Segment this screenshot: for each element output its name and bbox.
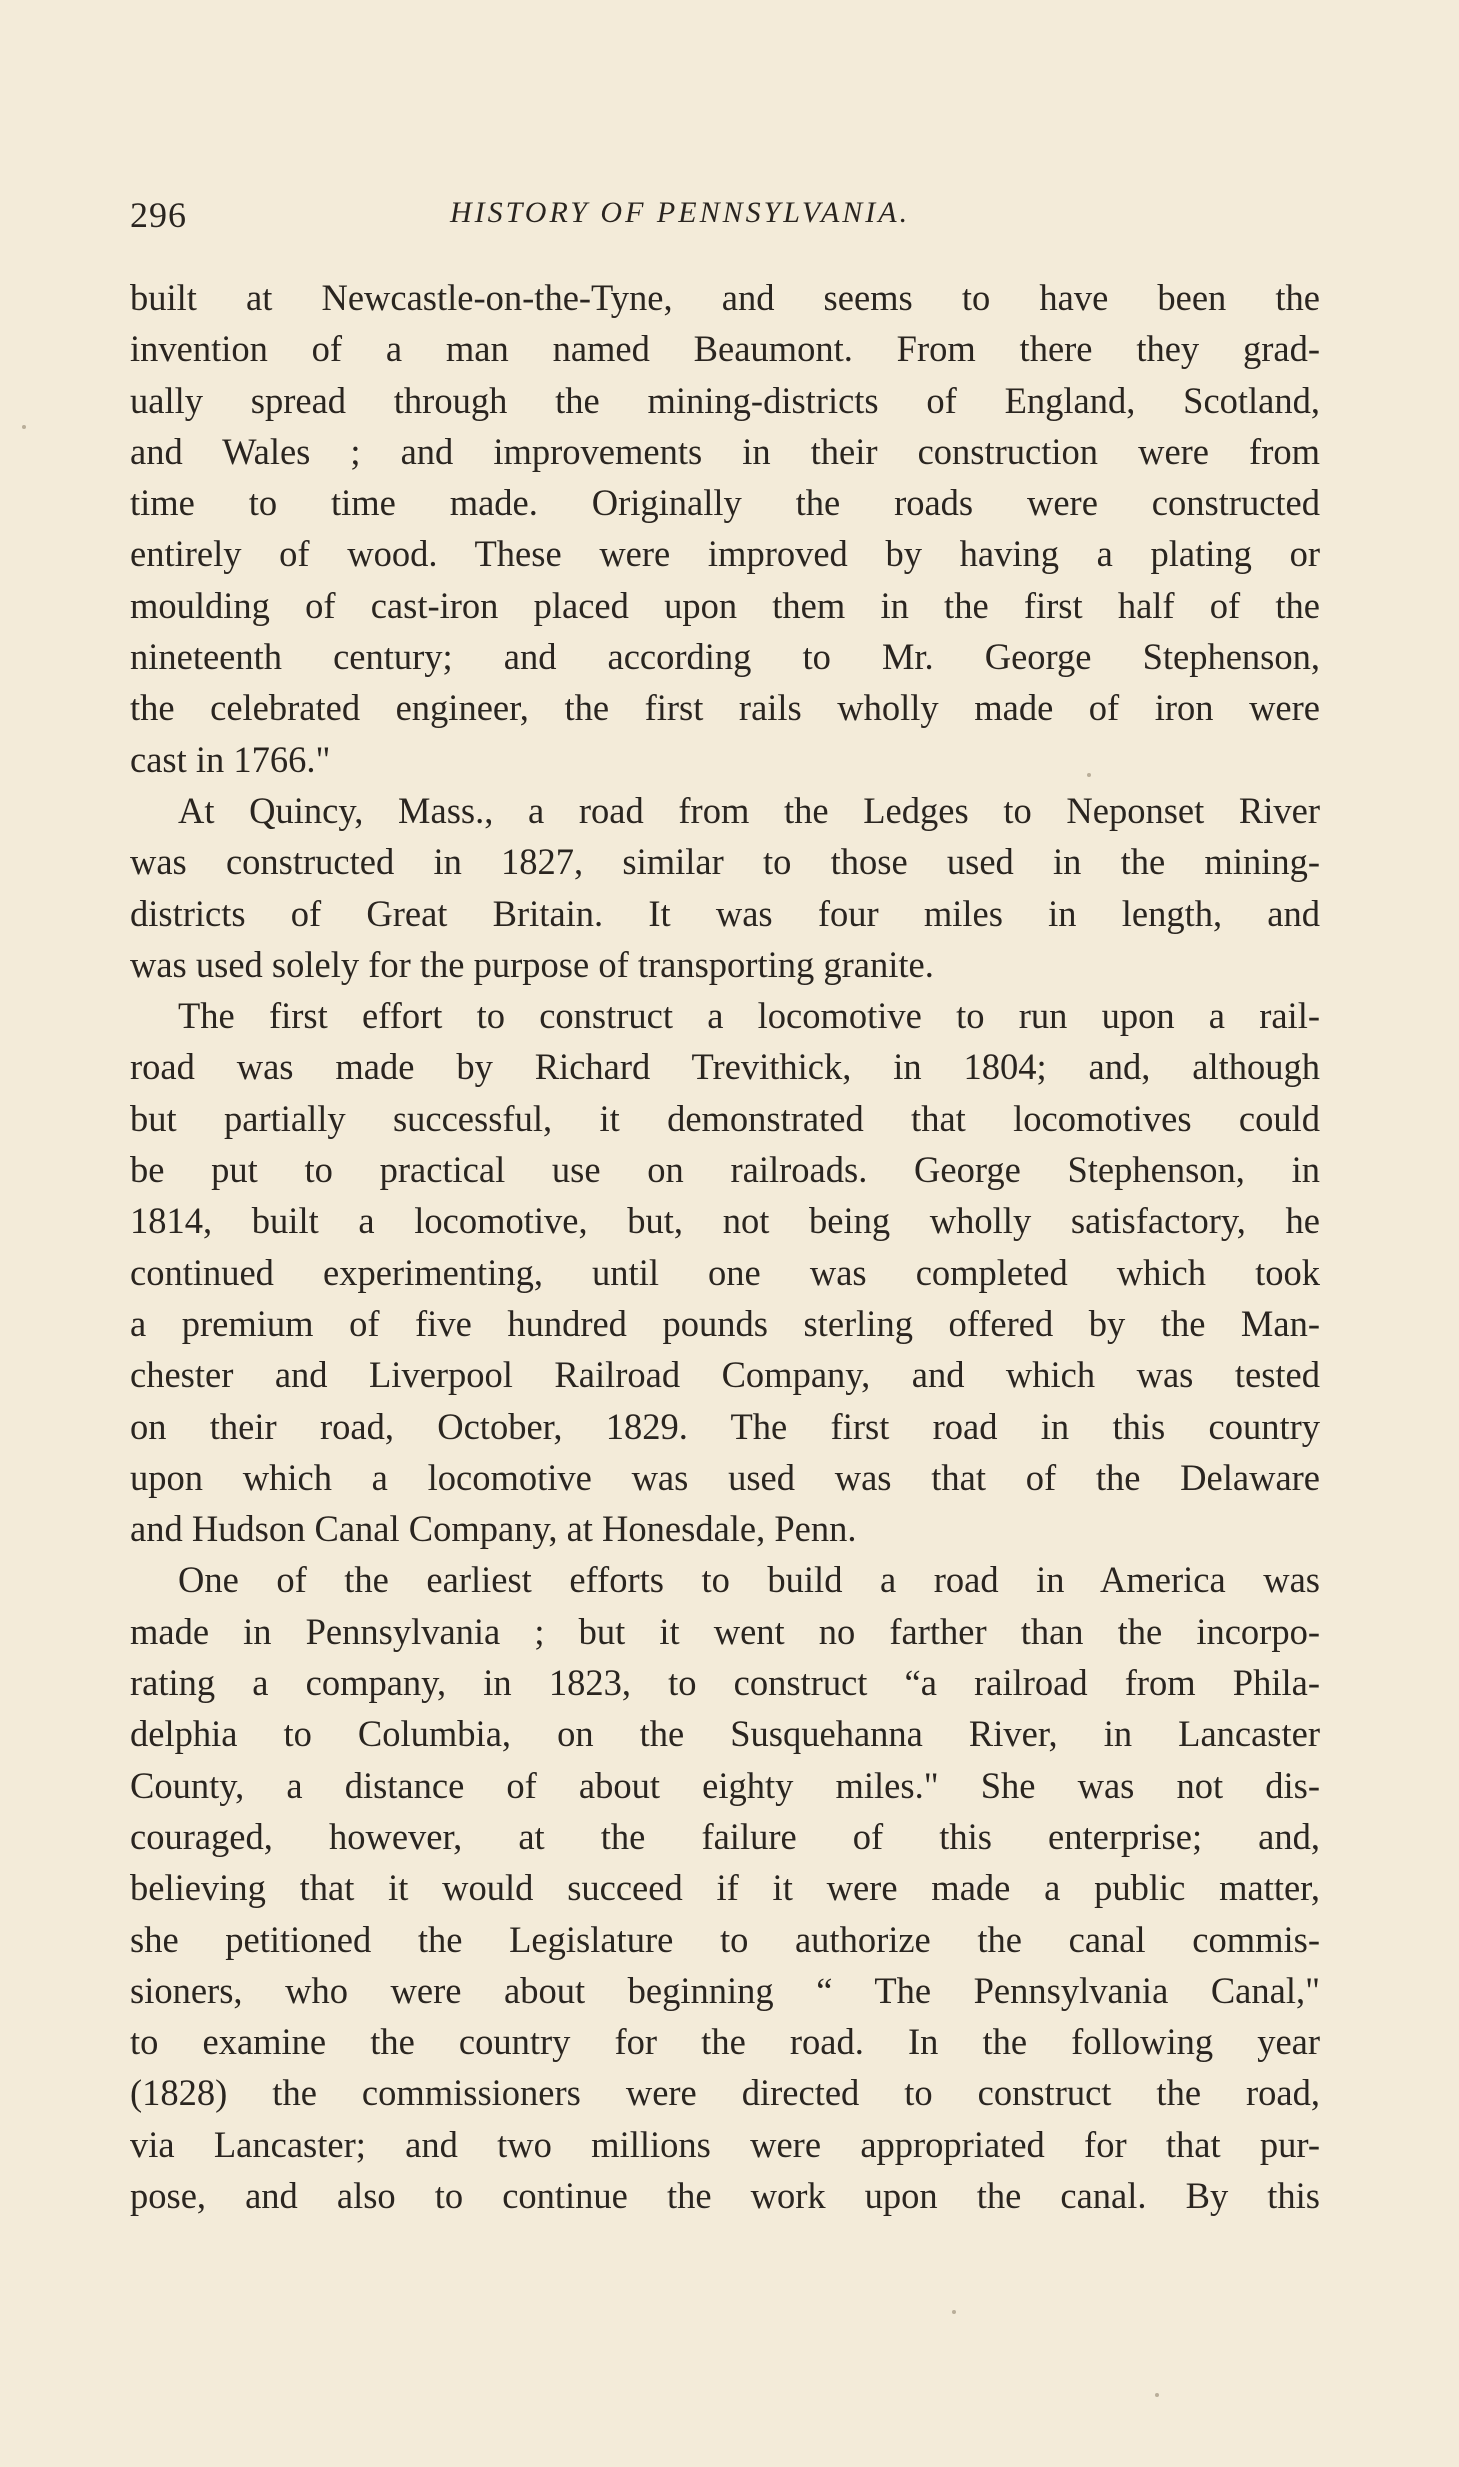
text-line: believing that it would succeed if it were made a public matter, <box>130 1867 1320 1909</box>
text-line: the celebrated engineer, the first rails wholly made of iron were <box>130 687 1320 729</box>
text-line: on their road, October, 1829. The first road in this country <box>130 1405 1320 1447</box>
text-line: moulding of cast-iron placed upon them in the first half of the <box>130 584 1320 626</box>
text-line: be put to practical use on railroads. George Stephenson, in <box>130 1149 1320 1191</box>
body-text <box>130 272 1320 2221</box>
text-line: entirely of wood. These were improved by having a plating or <box>130 533 1320 575</box>
page-number: 296 <box>130 195 187 235</box>
text-line: sioners, who were about beginning “ The Pennsylvania Canal," <box>130 1969 1320 2011</box>
text-line: At Quincy, Mass., a road from the Ledges to Neponset River <box>178 789 1320 831</box>
running-title: HISTORY OF PENNSYLVANIA. <box>450 196 911 229</box>
text-line: The first effort to construct a locomotive to run upon a rail- <box>178 995 1320 1037</box>
text-line: invention of a man named Beaumont. From there they grad- <box>130 328 1320 370</box>
paper-speck <box>1155 2393 1159 2397</box>
paragraph-4 <box>130 1554 1320 2221</box>
text-line: nineteenth century; and according to Mr. George Stephenson, <box>130 636 1320 678</box>
text-line: she petitioned the Legislature to authorize the canal commis- <box>130 1918 1320 1960</box>
text-line: (1828) the commissioners were directed to construct the road, <box>130 2072 1320 2114</box>
text-line: via Lancaster; and two millions were appropriated for that pur- <box>130 2123 1320 2165</box>
page-header <box>130 194 1325 244</box>
text-line: districts of Great Britain. It was four miles in length, and <box>130 892 1320 934</box>
text-line: a premium of five hundred pounds sterling offered by the Man- <box>130 1302 1320 1344</box>
paragraph-1 <box>130 272 1320 785</box>
text-line: rating a company, in 1823, to construct “a railroad from Phila- <box>130 1662 1320 1704</box>
text-line: made in Pennsylvania ; but it went no farther than the incorpo- <box>130 1610 1320 1652</box>
text-line: delphia to Columbia, on the Susquehanna River, in Lancaster <box>130 1713 1320 1755</box>
paragraph-3 <box>130 990 1320 1554</box>
paragraph-2 <box>130 785 1320 990</box>
text-line: to examine the country for the road. In the following year <box>130 2021 1320 2063</box>
text-line: ually spread through the mining-districts of England, Scotland, <box>130 379 1320 421</box>
paper-speck <box>952 2310 956 2314</box>
text-line: road was made by Richard Trevithick, in 1804; and, although <box>130 1046 1320 1088</box>
text-line: and Hudson Canal Company, at Honesdale, Penn. <box>130 1508 857 1550</box>
text-line: cast in 1766." <box>130 738 331 780</box>
text-line: pose, and also to continue the work upon the canal. By this <box>130 2174 1320 2216</box>
text-line: couraged, however, at the failure of this enterprise; and, <box>130 1815 1320 1857</box>
text-line: upon which a locomotive was used was that of the Delaware <box>130 1456 1320 1498</box>
paper-speck <box>22 425 26 429</box>
text-line: built at Newcastle-on-the-Tyne, and seems to have been the <box>130 277 1320 318</box>
text-line: 1814, built a locomotive, but, not being wholly satisfactory, he <box>130 1200 1320 1242</box>
text-line: was used solely for the purpose of transporting granite. <box>130 943 934 985</box>
text-line: but partially successful, it demonstrated that locomotives could <box>130 1097 1320 1139</box>
text-line: continued experimenting, until one was completed which took <box>130 1251 1320 1293</box>
text-line: chester and Liverpool Railroad Company, and which was tested <box>130 1354 1320 1396</box>
text-line: County, a distance of about eighty miles." She was not dis- <box>130 1764 1320 1806</box>
text-line: and Wales ; and improvements in their construction were from <box>130 430 1320 472</box>
text-line: One of the earliest efforts to build a road in America was <box>178 1559 1320 1601</box>
text-line: was constructed in 1827, similar to those used in the mining- <box>130 841 1320 883</box>
text-line: time to time made. Originally the roads were constructed <box>130 482 1320 524</box>
paper-speck <box>1087 773 1091 777</box>
